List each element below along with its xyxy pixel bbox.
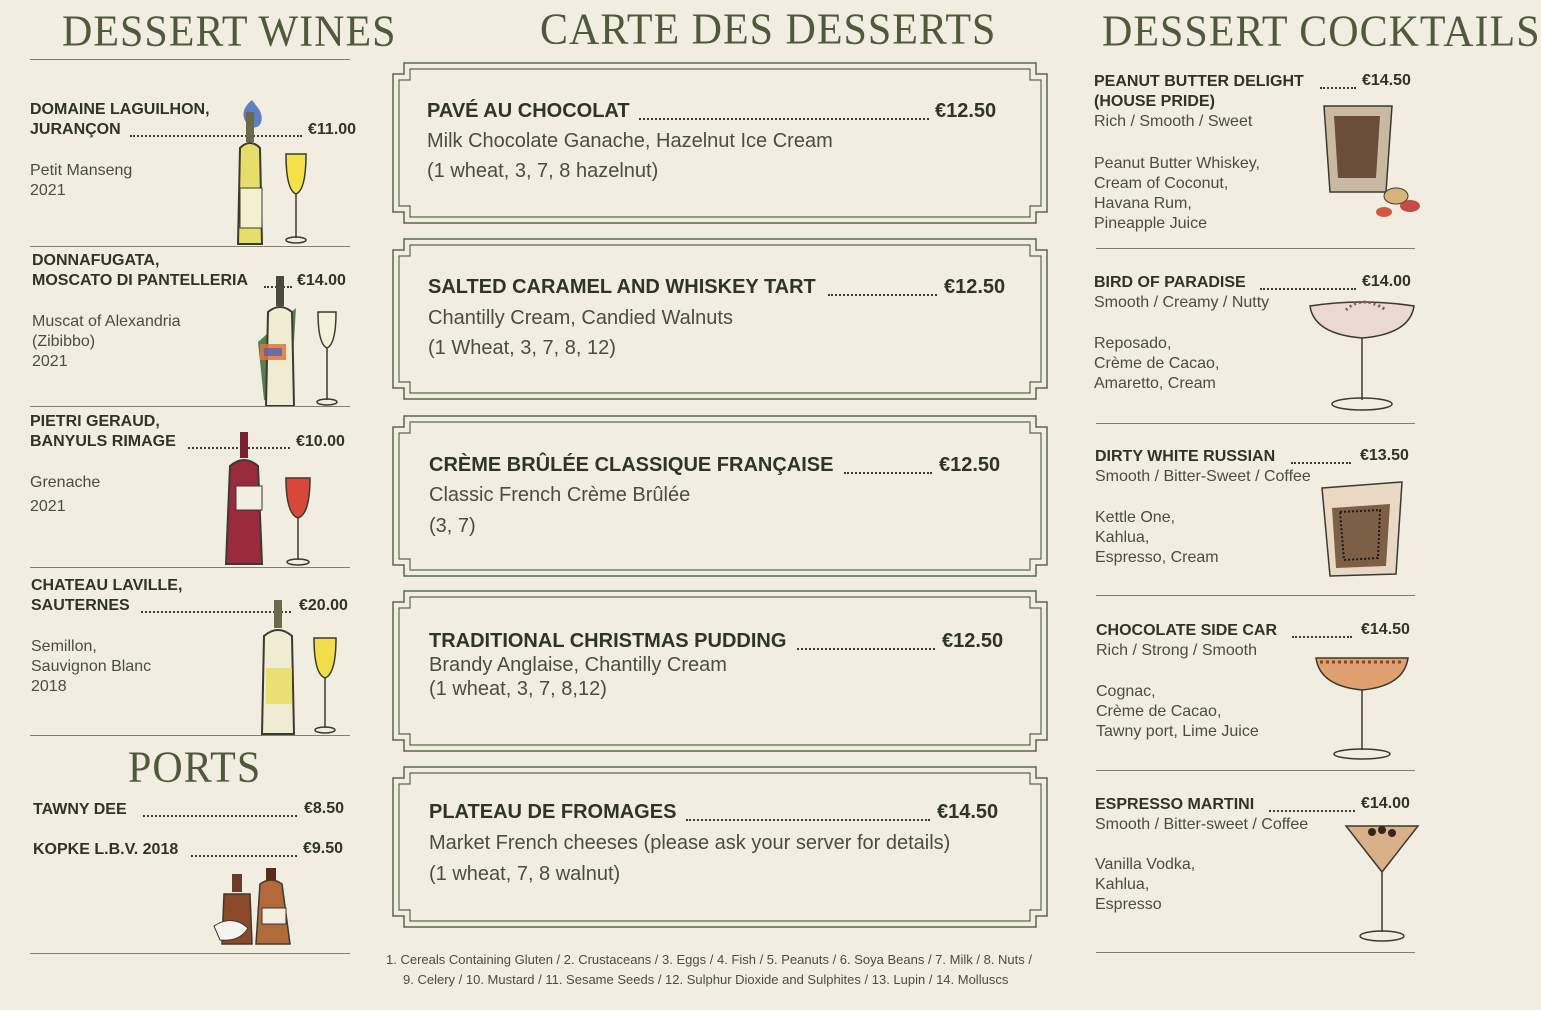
dessert-allergens: (1 Wheat, 3, 7, 8, 12) <box>428 337 616 359</box>
cocktail-ingredient: Tawny port, Lime Juice <box>1096 723 1259 740</box>
tumbler-glass-icon <box>1318 100 1428 224</box>
wine-region: BANYULS RIMAGE <box>30 433 176 450</box>
cocktail-name: BIRD OF PARADISE <box>1094 274 1246 291</box>
dessert-wines-heading: DESSERT WINES <box>62 7 397 57</box>
cocktail-profile: Rich / Smooth / Sweet <box>1094 113 1253 130</box>
leader-dots <box>143 815 297 817</box>
wine-grape: Grenache <box>30 474 101 491</box>
dessert-card <box>392 238 1048 400</box>
carte-des-desserts-heading: CARTE DES DESSERTS <box>540 5 997 55</box>
cocktail-name: CHOCOLATE SIDE CAR <box>1096 622 1278 639</box>
cocktail-profile: Smooth / Bitter-Sweet / Coffee <box>1095 468 1311 485</box>
sidecar-glass-icon <box>1312 652 1412 762</box>
cocktail-ingredient: Espresso <box>1095 896 1162 913</box>
leader-dots <box>686 819 930 821</box>
port-name: KOPKE L.B.V. 2018 <box>33 841 179 858</box>
cocktail-ingredient: Kahlua, <box>1095 529 1150 546</box>
cocktail-price: €14.50 <box>1362 72 1411 89</box>
cocktail-ingredient: Peanut Butter Whiskey, <box>1094 155 1260 172</box>
dessert-allergens: (1 wheat, 3, 7, 8 hazelnut) <box>427 160 659 182</box>
cocktail-name: DIRTY WHITE RUSSIAN <box>1095 448 1276 465</box>
wine-price: €10.00 <box>296 433 345 450</box>
leader-dots <box>191 855 297 857</box>
cocktail-ingredient: Cognac, <box>1096 683 1156 700</box>
cocktail-ingredient: Havana Rum, <box>1094 195 1192 212</box>
leader-dots <box>639 118 929 120</box>
wine-grape: Semillon, <box>31 638 97 655</box>
allergen-footnote: 9. Celery / 10. Mustard / 11. Sesame Seeds / 12. Sulphur Dioxide and Sulphites / 13. Lupin / 14. Molluscs <box>403 972 1009 987</box>
cocktail-ingredient: Crème de Cacao, <box>1096 703 1222 720</box>
divider <box>30 246 350 247</box>
wine-name: DONNAFUGATA, <box>32 252 160 269</box>
cocktail-price: €13.50 <box>1360 447 1409 464</box>
dessert-name: TRADITIONAL CHRISTMAS PUDDING <box>429 630 787 652</box>
wine-vintage: 2018 <box>31 678 67 695</box>
allergen-footnote: 1. Cereals Containing Gluten / 2. Crustaceans / 3. Eggs / 4. Fish / 5. Peanuts / 6. Soya Beans / 7. Milk / 8. Nuts / <box>386 952 1032 967</box>
leader-dots <box>1269 810 1355 812</box>
wine-grape-alt: Sauvignon Blanc <box>31 658 152 675</box>
dessert-price: €12.50 <box>944 276 1006 298</box>
leader-dots <box>797 648 935 650</box>
cocktail-ingredient: Reposado, <box>1094 335 1172 352</box>
port-bottles-icon <box>210 868 320 948</box>
dessert-name: CRÈME BRÛLÉE CLASSIQUE FRANÇAISE <box>429 454 834 476</box>
leader-dots <box>844 472 932 474</box>
old-fashioned-glass-icon <box>1318 478 1418 582</box>
dessert-description: Brandy Anglaise, Chantilly Cream <box>429 654 727 676</box>
cocktail-price: €14.00 <box>1361 795 1410 812</box>
dessert-cocktails-heading: DESSERT COCKTAILS <box>1102 7 1541 57</box>
dessert-price: €14.50 <box>937 801 999 823</box>
wine-grape: Petit Manseng <box>30 162 133 179</box>
cocktail-ingredient: Vanilla Vodka, <box>1095 856 1196 873</box>
dessert-description: Classic French Crème Brûlée <box>429 484 691 506</box>
wine-vintage: 2021 <box>32 353 68 370</box>
cocktail-ingredient: Kahlua, <box>1095 876 1150 893</box>
wine-name: PIETRI GERAUD, <box>30 413 160 430</box>
dessert-description: Market French cheeses (please ask your server for details) <box>429 832 951 854</box>
dessert-description: Milk Chocolate Ganache, Hazelnut Ice Cream <box>427 130 833 152</box>
port-price: €9.50 <box>303 840 344 857</box>
dessert-allergens: (1 wheat, 7, 8 walnut) <box>429 863 621 885</box>
coupe-glass-icon <box>1306 294 1418 414</box>
cocktail-profile: Smooth / Creamy / Nutty <box>1094 294 1270 311</box>
leader-dots <box>1291 462 1351 464</box>
dessert-name: PLATEAU DE FROMAGES <box>429 801 677 823</box>
cocktail-profile: Rich / Strong / Smooth <box>1096 642 1257 659</box>
port-name: TAWNY DEE <box>33 801 127 818</box>
white-wine-bottle-icon <box>222 98 322 246</box>
wine-grape: Muscat of Alexandria <box>32 313 181 330</box>
port-item <box>33 840 353 862</box>
red-wine-bottle-icon <box>222 428 332 568</box>
dessert-card <box>392 415 1048 577</box>
moscato-bottle-icon <box>250 272 350 408</box>
divider <box>1096 595 1415 596</box>
divider <box>1096 770 1415 771</box>
divider <box>30 567 350 568</box>
cocktail-ingredient: Crème de Cacao, <box>1094 355 1220 372</box>
wine-vintage: 2021 <box>30 498 66 515</box>
dessert-card <box>392 766 1048 928</box>
port-price: €8.50 <box>304 800 345 817</box>
cocktail-profile: Smooth / Bitter-sweet / Coffee <box>1095 816 1309 833</box>
martini-glass-icon <box>1342 822 1422 944</box>
divider <box>30 953 350 954</box>
leader-dots <box>1320 87 1356 89</box>
dessert-price: €12.50 <box>935 100 997 122</box>
dessert-allergens: (1 wheat, 3, 7, 8,12) <box>429 678 607 700</box>
cocktail-price: €14.00 <box>1362 273 1411 290</box>
cocktail-ingredient: Espresso, Cream <box>1095 549 1219 566</box>
dessert-price: €12.50 <box>942 630 1004 652</box>
wine-vintage: 2021 <box>30 182 66 199</box>
dessert-name: SALTED CARAMEL AND WHISKEY TART <box>428 276 816 298</box>
port-item <box>33 800 353 822</box>
divider <box>30 59 350 60</box>
cocktail-note: (HOUSE PRIDE) <box>1094 93 1215 110</box>
cocktail-name: PEANUT BUTTER DELIGHT <box>1094 73 1304 90</box>
wine-region: SAUTERNES <box>31 597 130 614</box>
cocktail-ingredient: Kettle One, <box>1095 509 1176 526</box>
dessert-price: €12.50 <box>939 454 1001 476</box>
divider <box>1096 248 1415 249</box>
divider <box>1096 423 1415 424</box>
wine-price: €20.00 <box>299 597 348 614</box>
dessert-allergens: (3, 7) <box>429 515 476 537</box>
wine-name: DOMAINE LAGUILHON, <box>30 101 210 118</box>
leader-dots <box>1260 288 1356 290</box>
leader-dots <box>828 294 937 296</box>
ports-heading: PORTS <box>128 743 262 793</box>
cocktail-ingredient: Cream of Coconut, <box>1094 175 1229 192</box>
dessert-card <box>392 62 1048 224</box>
dessert-card <box>392 590 1048 752</box>
dessert-name: PAVÉ AU CHOCOLAT <box>427 100 630 122</box>
sauternes-bottle-icon <box>252 598 352 738</box>
wine-price: €14.00 <box>297 272 346 289</box>
cocktail-price: €14.50 <box>1361 621 1410 638</box>
wine-price: €11.00 <box>308 121 357 138</box>
leader-dots <box>1292 636 1352 638</box>
dessert-description: Chantilly Cream, Candied Walnuts <box>428 307 733 329</box>
cocktail-ingredient: Amaretto, Cream <box>1094 375 1216 392</box>
divider <box>30 735 350 736</box>
wine-grape-alt: (Zibibbo) <box>32 333 96 350</box>
wine-region: JURANÇON <box>30 121 121 138</box>
cocktail-ingredient: Pineapple Juice <box>1094 215 1207 232</box>
divider <box>1096 952 1415 953</box>
cocktail-name: ESPRESSO MARTINI <box>1095 796 1255 813</box>
wine-region: MOSCATO DI PANTELLERIA <box>32 272 248 289</box>
wine-name: CHATEAU LAVILLE, <box>31 577 183 594</box>
divider <box>30 406 350 407</box>
